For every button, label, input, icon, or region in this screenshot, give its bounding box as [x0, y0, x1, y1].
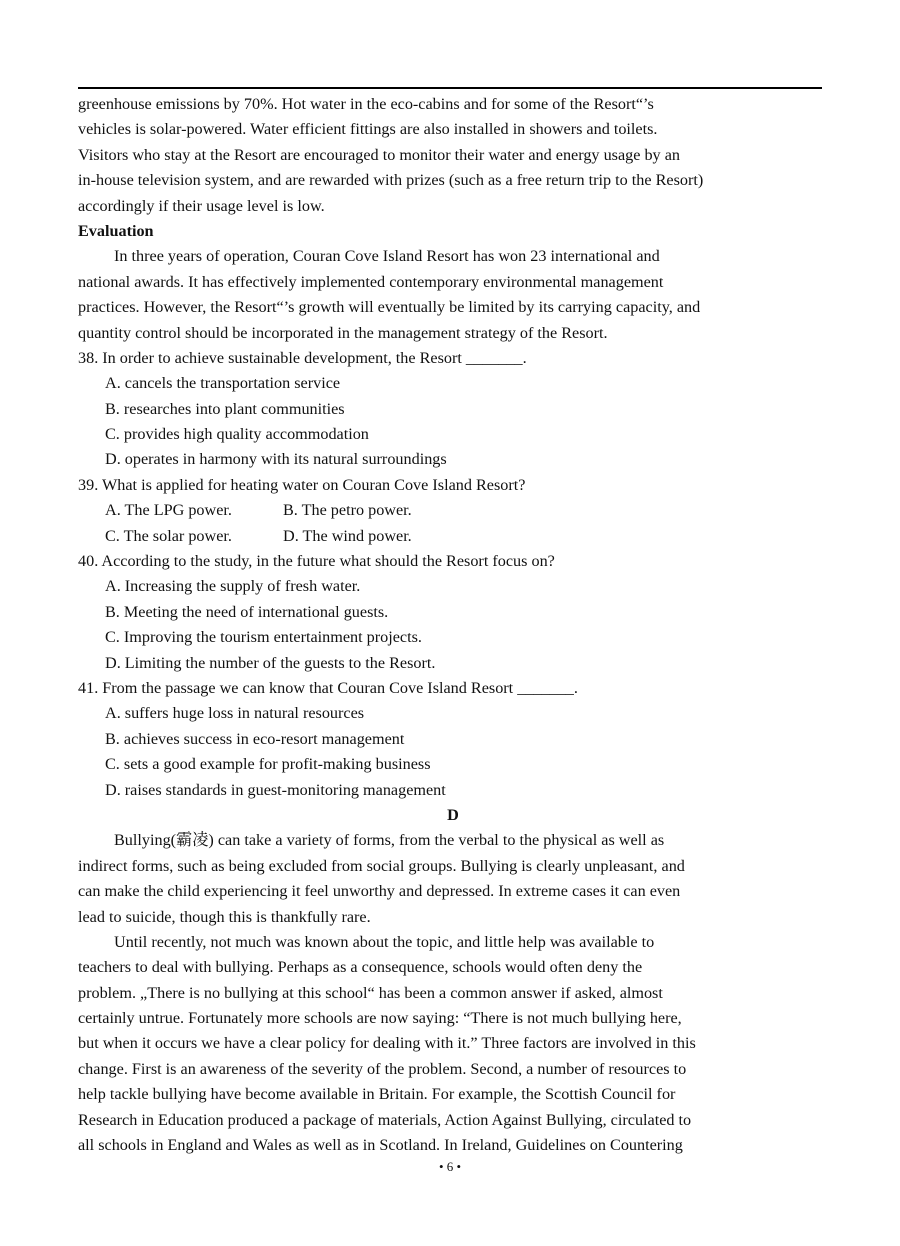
question-stem: 41. From the passage we can know that Couran Cove Island Resort _______. [78, 678, 578, 697]
text-line: but when it occurs we have a clear policy for dealing with it.” Three factors are involved in this [78, 1034, 696, 1053]
option-d: D. operates in harmony with its natural surroundings [105, 450, 447, 469]
question-39 [78, 473, 828, 549]
option-a: A. suffers huge loss in natural resources [105, 704, 365, 723]
text-line: change. First is an awareness of the severity of the problem. Second, a number of resources to [78, 1059, 687, 1078]
text-line: vehicles is solar-powered. Water efficient fittings are also installed in showers and toilets. [78, 120, 658, 139]
option-b: B. Meeting the need of international guests. [105, 602, 389, 621]
text-line: Until recently, not much was known about the topic, and little help was available to [114, 932, 655, 951]
question-40 [78, 549, 828, 676]
option-b: B. researches into plant communities [105, 399, 345, 418]
text-line: teachers to deal with bullying. Perhaps as a consequence, schools would often deny the [78, 958, 643, 977]
text-line: In three years of operation, Couran Cove Island Resort has won 23 international and [114, 247, 660, 266]
option-d: D. Limiting the number of the guests to the Resort. [105, 653, 436, 672]
text-line: lead to suicide, though this is thankfully rare. [78, 907, 371, 926]
section-heading: D [447, 805, 459, 824]
text-line: Bullying(霸凌) can take a variety of forms, from the verbal to the physical as well as [114, 831, 665, 850]
section-heading: Evaluation [78, 221, 154, 240]
option-a: A. cancels the transportation service [105, 374, 341, 393]
text-line: indirect forms, such as being excluded from social groups. Bullying is clearly unpleasant, and [78, 856, 685, 875]
exam-page [78, 92, 828, 1158]
text-line: quantity control should be incorporated in the management strategy of the Resort. [78, 323, 608, 342]
option-a: A. The LPG power. [105, 501, 232, 520]
text-line: all schools in England and Wales as well as in Scotland. In Ireland, Guidelines on Countering [78, 1136, 683, 1155]
option-row [78, 498, 828, 523]
text-line: Research in Education produced a package of materials, Action Against Bullying, circulated to [78, 1110, 692, 1129]
text-line: certainly untrue. Fortunately more schools are now saying: “There is not much bullying here, [78, 1009, 682, 1028]
text-line: national awards. It has effectively implemented contemporary environmental management [78, 272, 664, 291]
option-a: A. Increasing the supply of fresh water. [105, 577, 361, 596]
header-rule [78, 87, 822, 89]
text-line: in-house television system, and are rewarded with prizes (such as a free return trip to the Resort) [78, 171, 704, 190]
option-row [78, 524, 828, 549]
option-b: B. achieves success in eco-resort management [105, 729, 405, 748]
option-c: C. sets a good example for profit-making business [105, 755, 431, 774]
passage-d [78, 803, 828, 1158]
question-41 [78, 676, 828, 803]
paragraph [78, 930, 828, 1159]
text-line: Visitors who stay at the Resort are encouraged to monitor their water and energy usage by an [78, 145, 680, 164]
question-38 [78, 346, 828, 473]
text-line: greenhouse emissions by 70%. Hot water in the eco-cabins and for some of the Resort“’s [78, 95, 654, 113]
option-d: D. The wind power. [283, 526, 412, 545]
question-stem: 38. In order to achieve sustainable development, the Resort _______. [78, 348, 527, 367]
option-c: C. provides high quality accommodation [105, 425, 369, 444]
question-stem: 39. What is applied for heating water on Couran Cove Island Resort? [78, 475, 526, 494]
paragraph [78, 828, 828, 930]
page-number: • 6 • [438, 1159, 462, 1174]
passage-c-tail [78, 92, 828, 219]
option-d: D. raises standards in guest-monitoring management [105, 780, 446, 799]
text-line: help tackle bullying have become available in Britain. For example, the Scottish Council for [78, 1085, 676, 1104]
option-c: C. The solar power. [105, 526, 232, 545]
question-stem: 40. According to the study, in the future what should the Resort focus on? [78, 552, 555, 571]
text-line: can make the child experiencing it feel unworthy and depressed. In extreme cases it can even [78, 882, 681, 901]
text-line: practices. However, the Resort“’s growth will eventually be limited by its carrying capacity, and [78, 298, 701, 317]
option-b: B. The petro power. [283, 501, 412, 520]
evaluation-section [78, 219, 828, 346]
option-c: C. Improving the tourism entertainment projects. [105, 628, 422, 647]
text-line: problem. „There is no bullying at this school“ has been a common answer if asked, almost [78, 983, 663, 1002]
text-line: accordingly if their usage level is low. [78, 196, 325, 215]
